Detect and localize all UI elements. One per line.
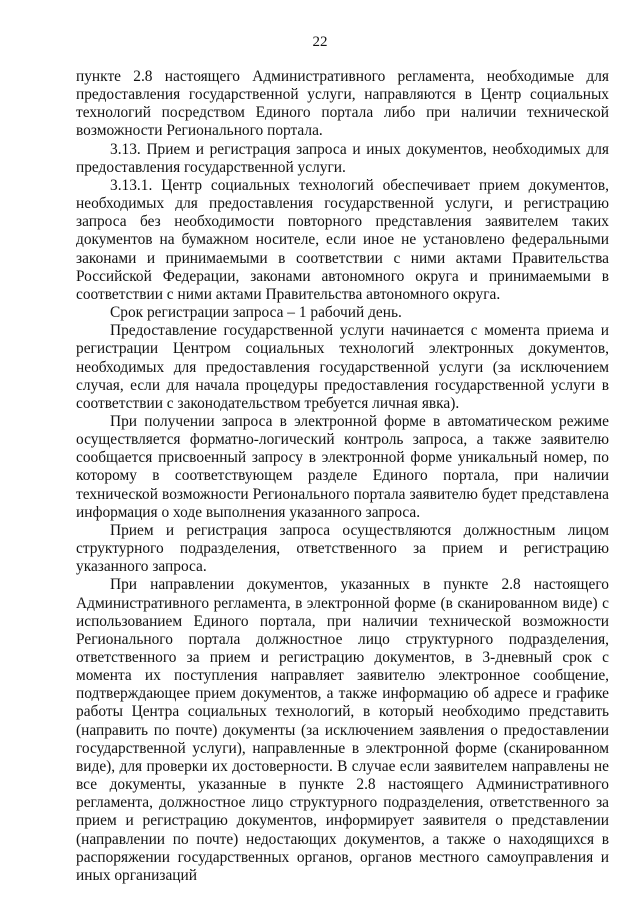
section-heading-3-13: 3.13. Прием и регистрация запроса и иных документов, необходимых для предоставления государственной услуги. [76, 140, 609, 176]
document-body [76, 68, 609, 885]
paragraph-3-13-1: 3.13.1. Центр социальных технологий обеспечивает прием документов, необходимых для предоставления государственной услуги, и регистрацию запроса без необходимости повторного представления заявителем таких документов на бумажном носителе, если иное не установлено федеральными законами и принимаемыми в соответствии с ними актами Правительства Российской Федерации, законами автономного округа и принимаемыми в соответствии с ними актами Правительства автономного округа. [76, 176, 609, 303]
paragraph-registration-officer: Прием и регистрация запроса осуществляются должностным лицом структурного подразделения, ответственного за прием и регистрацию указанного запроса. [76, 521, 609, 576]
paragraph-document-submission: При направлении документов, указанных в пункте 2.8 настоящего Административного регламента, в электронной форме (в сканированном виде) с использованием Единого портала, при наличии технической возможности Регионального портала должностное лицо структурного подразделения, ответственного за прием и регистрацию документов, в 3-дневный срок с момента их поступления направляет заявителю электронное сообщение, подтверждающее прием документов, а также информацию об адресе и графике работы Центра социальных технологий, в который необходимо представить (направить по почте) документы (за исключением заявления о предоставлении государственной услуги), направленные в электронной форме (сканированном виде), для проверки их достоверности. В случае если заявителем направлены не все документы, указанные в пункте 2.8 настоящего Административного регламента, должностное лицо структурного подразделения, ответственного за прием и регистрацию документов, информирует заявителя о представлении (направлении по почте) недостающих документов, а также о находящихся в распоряжении государственных органов, органов местного самоуправления и иных организаций [76, 576, 609, 884]
paragraph-service-start: Предоставление государственной услуги начинается с момента приема и регистрации Центром социальных технологий электронных документов, необходимых для предоставления государственной услуги (за исключением случая, если для начала процедуры предоставления государственной услуги в соответствии с законодательством требуется личная явка). [76, 322, 609, 412]
paragraph-electronic-request: При получении запроса в электронной форме в автоматическом режиме осуществляется форматно-логический контроль запроса, а также заявителю сообщается присвоенный запросу в электронной форме уникальный номер, по которому в соответствующем разделе Единого портала, при наличии технической возможности Регионального портала заявителю будет представлена информация о ходе выполнения указанного запроса. [76, 412, 609, 521]
paragraph-registration-term: Срок регистрации запроса – 1 рабочий день. [110, 304, 402, 322]
paragraph-continuation: пункте 2.8 настоящего Административного регламента, необходимые для предоставления государственной услуги, направляются в Центр социальных технологий посредством Единого портала либо при наличии технической возможности Регионального портала. [76, 68, 609, 140]
page-number: 22 [312, 34, 328, 50]
